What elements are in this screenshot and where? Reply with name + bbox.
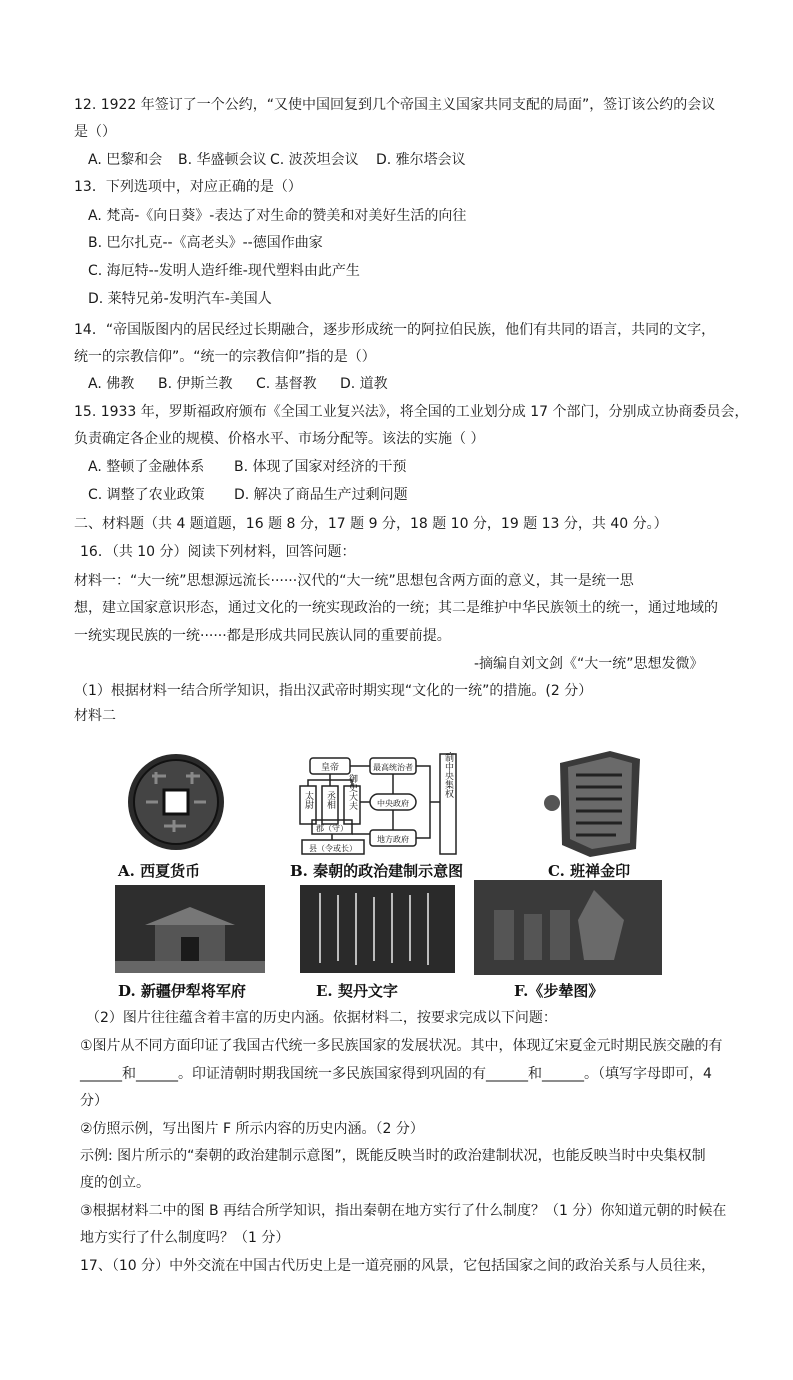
svg-text:最高统治者: 最高统治者	[373, 763, 413, 772]
example-line1: 示例: 图片所示的“秦朝的政治建制示意图”，既能反映当时的政治建制状况，也能反映当时中央集权制	[80, 1148, 706, 1164]
q13-option-a: A. 梵高-《向日葵》-表达了对生命的赞美和对美好生活的向往	[88, 208, 467, 224]
caption-f: F.《步辇图》	[514, 982, 604, 1000]
q14-line1: 14．“帝国版图内的居民经过长期融合，逐步形成统一的阿拉伯民族，他们有共同的语言，共同的文字，	[74, 322, 716, 338]
q15-option-d: D. 解决了商品生产过剩问题	[234, 487, 408, 503]
q13-option-b: B. 巴尔扎克--《高老头》--德国作曲家	[88, 235, 323, 251]
caption-a: A. 西夏货币	[118, 862, 201, 880]
image-e-script	[300, 885, 455, 973]
qin-diagram	[292, 752, 480, 860]
svg-text:县（令或长）: 县（令或长）	[309, 844, 357, 853]
q15-line2: 负责确定各企业的规模、价格水平、市场分配等。该法的实施（ ）	[74, 431, 485, 447]
q14-option-d: D. 道教	[340, 376, 388, 392]
material1-source: -摘编自刘文剑《“大一统”思想发微》	[474, 656, 704, 672]
image-f-painting	[474, 880, 662, 975]
q16-sub2: （2）图片往往蕴含着丰富的历史内涵。依据材料二，按要求完成以下问题：	[86, 1010, 557, 1026]
q15-option-b: B. 体现了国家对经济的干预	[234, 459, 407, 475]
image-c-seal	[540, 745, 660, 860]
example-line2: 度的创立。	[80, 1175, 150, 1191]
q14-line2: 统一的宗教信仰”。“统一的宗教信仰”指的是（）	[74, 349, 376, 365]
q16-sub2-2: ②仿照示例，写出图片 F 所示内容的历史内涵。（2 分）	[80, 1121, 424, 1137]
q16-sub2-1-line2: ______和______。印证清朝时期我国统一多民族国家得到巩固的有______和______。（填写字母即可，4	[80, 1066, 712, 1082]
material1-line3: 一统实现民族的一统······都是形成共同民族认同的重要前提。	[74, 628, 451, 644]
image-d-photo	[115, 885, 265, 973]
svg-text:中央政府: 中央政府	[377, 799, 409, 808]
image-b-diagram	[292, 752, 480, 860]
q16-sub2-3-line2: 地方实行了什么制度吗？（1 分）	[80, 1230, 290, 1246]
svg-text:皇帝: 皇帝	[320, 763, 340, 773]
q14-option-c: C. 基督教	[256, 376, 317, 392]
q14-option-b: B. 伊斯兰教	[158, 376, 233, 392]
material1-line1: 材料一：“大一统”思想源远流长······汉代的“大一统”思想包含两方面的意义，其一是统一思	[74, 573, 634, 589]
q13-stem: 13．下列选项中，对应正确的是（）	[74, 179, 302, 195]
svg-text:太尉: 太尉	[303, 791, 313, 809]
section2-heading: 二、材料题（共 4 题道题，16 题 8 分，17 题 9 分，18 题 10 分，19 题 13 分，共 40 分。）	[74, 516, 668, 532]
q12-option-b: B. 华盛顿会议	[178, 152, 267, 168]
q16-sub2-1-line3: 分）	[80, 1093, 108, 1109]
q16-sub2-3-line1: ③根据材料二中的图 B 再结合所学知识，指出秦朝在地方实行了什么制度？（1 分）你知道元朝的时候在	[80, 1203, 727, 1219]
q12-line2: 是（）	[74, 124, 116, 140]
caption-b: B. 秦朝的政治建制示意图	[290, 862, 464, 880]
q17-line1: 17、（10 分）中外交流在中国古代历史上是一道亮丽的风景，它包括国家之间的政治关系与人员往来，	[80, 1258, 716, 1274]
q15-option-c: C. 调整了农业政策	[88, 487, 205, 503]
svg-text:郡（守）: 郡（守）	[316, 824, 348, 833]
q16-sub1: （1）根据材料一结合所学知识，指出汉武帝时期实现“文化的一统”的措施。(2 分）	[74, 683, 593, 699]
svg-text:地方政府: 地方政府	[377, 835, 409, 844]
q16-stem: 16．（共 10 分）阅读下列材料，回答问题：	[80, 544, 356, 560]
material1-line2: 想，建立国家意识形态，通过文化的一统实现政治的一统；其二是维护中华民族领土的统一，通过地域的	[74, 600, 718, 616]
svg-text:丞相: 丞相	[325, 791, 335, 809]
q13-option-c: C. 海厄特--发明人造纤维-现代塑料由此产生	[88, 263, 360, 279]
material2-label: 材料二	[74, 708, 116, 724]
q12-option-d: D. 雅尔塔会议	[376, 152, 466, 168]
caption-c: C. 班禅金印	[548, 862, 631, 880]
q15-line1: 15. 1933 年，罗斯福政府颁布《全国工业复兴法》，将全国的工业划分成 17 个部门，分别成立协商委员会，	[74, 404, 749, 420]
image-a-coin	[118, 752, 238, 857]
q12-line1: 12. 1922 年签订了一个公约，“又使中国回复到几个帝国主义国家共同支配的局面”，签订该公约的会议	[74, 97, 716, 113]
q14-option-a: A. 佛教	[88, 376, 135, 392]
seal-icon	[540, 745, 660, 860]
svg-text:御史大夫: 御史大夫	[347, 774, 357, 810]
caption-d: D. 新疆伊犁将军府	[118, 982, 246, 1000]
coin-icon	[118, 752, 238, 857]
q12-option-a: A. 巴黎和会	[88, 152, 163, 168]
q13-option-d: D. 莱特兄弟-发明汽车-美国人	[88, 291, 272, 307]
svg-text:君主专制中央集权: 君主专制中央集权	[443, 752, 453, 798]
q16-sub2-1-line1: ①图片从不同方面印证了我国古代统一多民族国家的发展状况。其中，体现辽宋夏金元时期民族交融的有	[80, 1038, 723, 1054]
q12-option-c: C. 波茨坦会议	[270, 152, 359, 168]
q15-option-a: A. 整顿了金融体系	[88, 459, 205, 475]
caption-e: E. 契丹文字	[316, 982, 398, 1000]
